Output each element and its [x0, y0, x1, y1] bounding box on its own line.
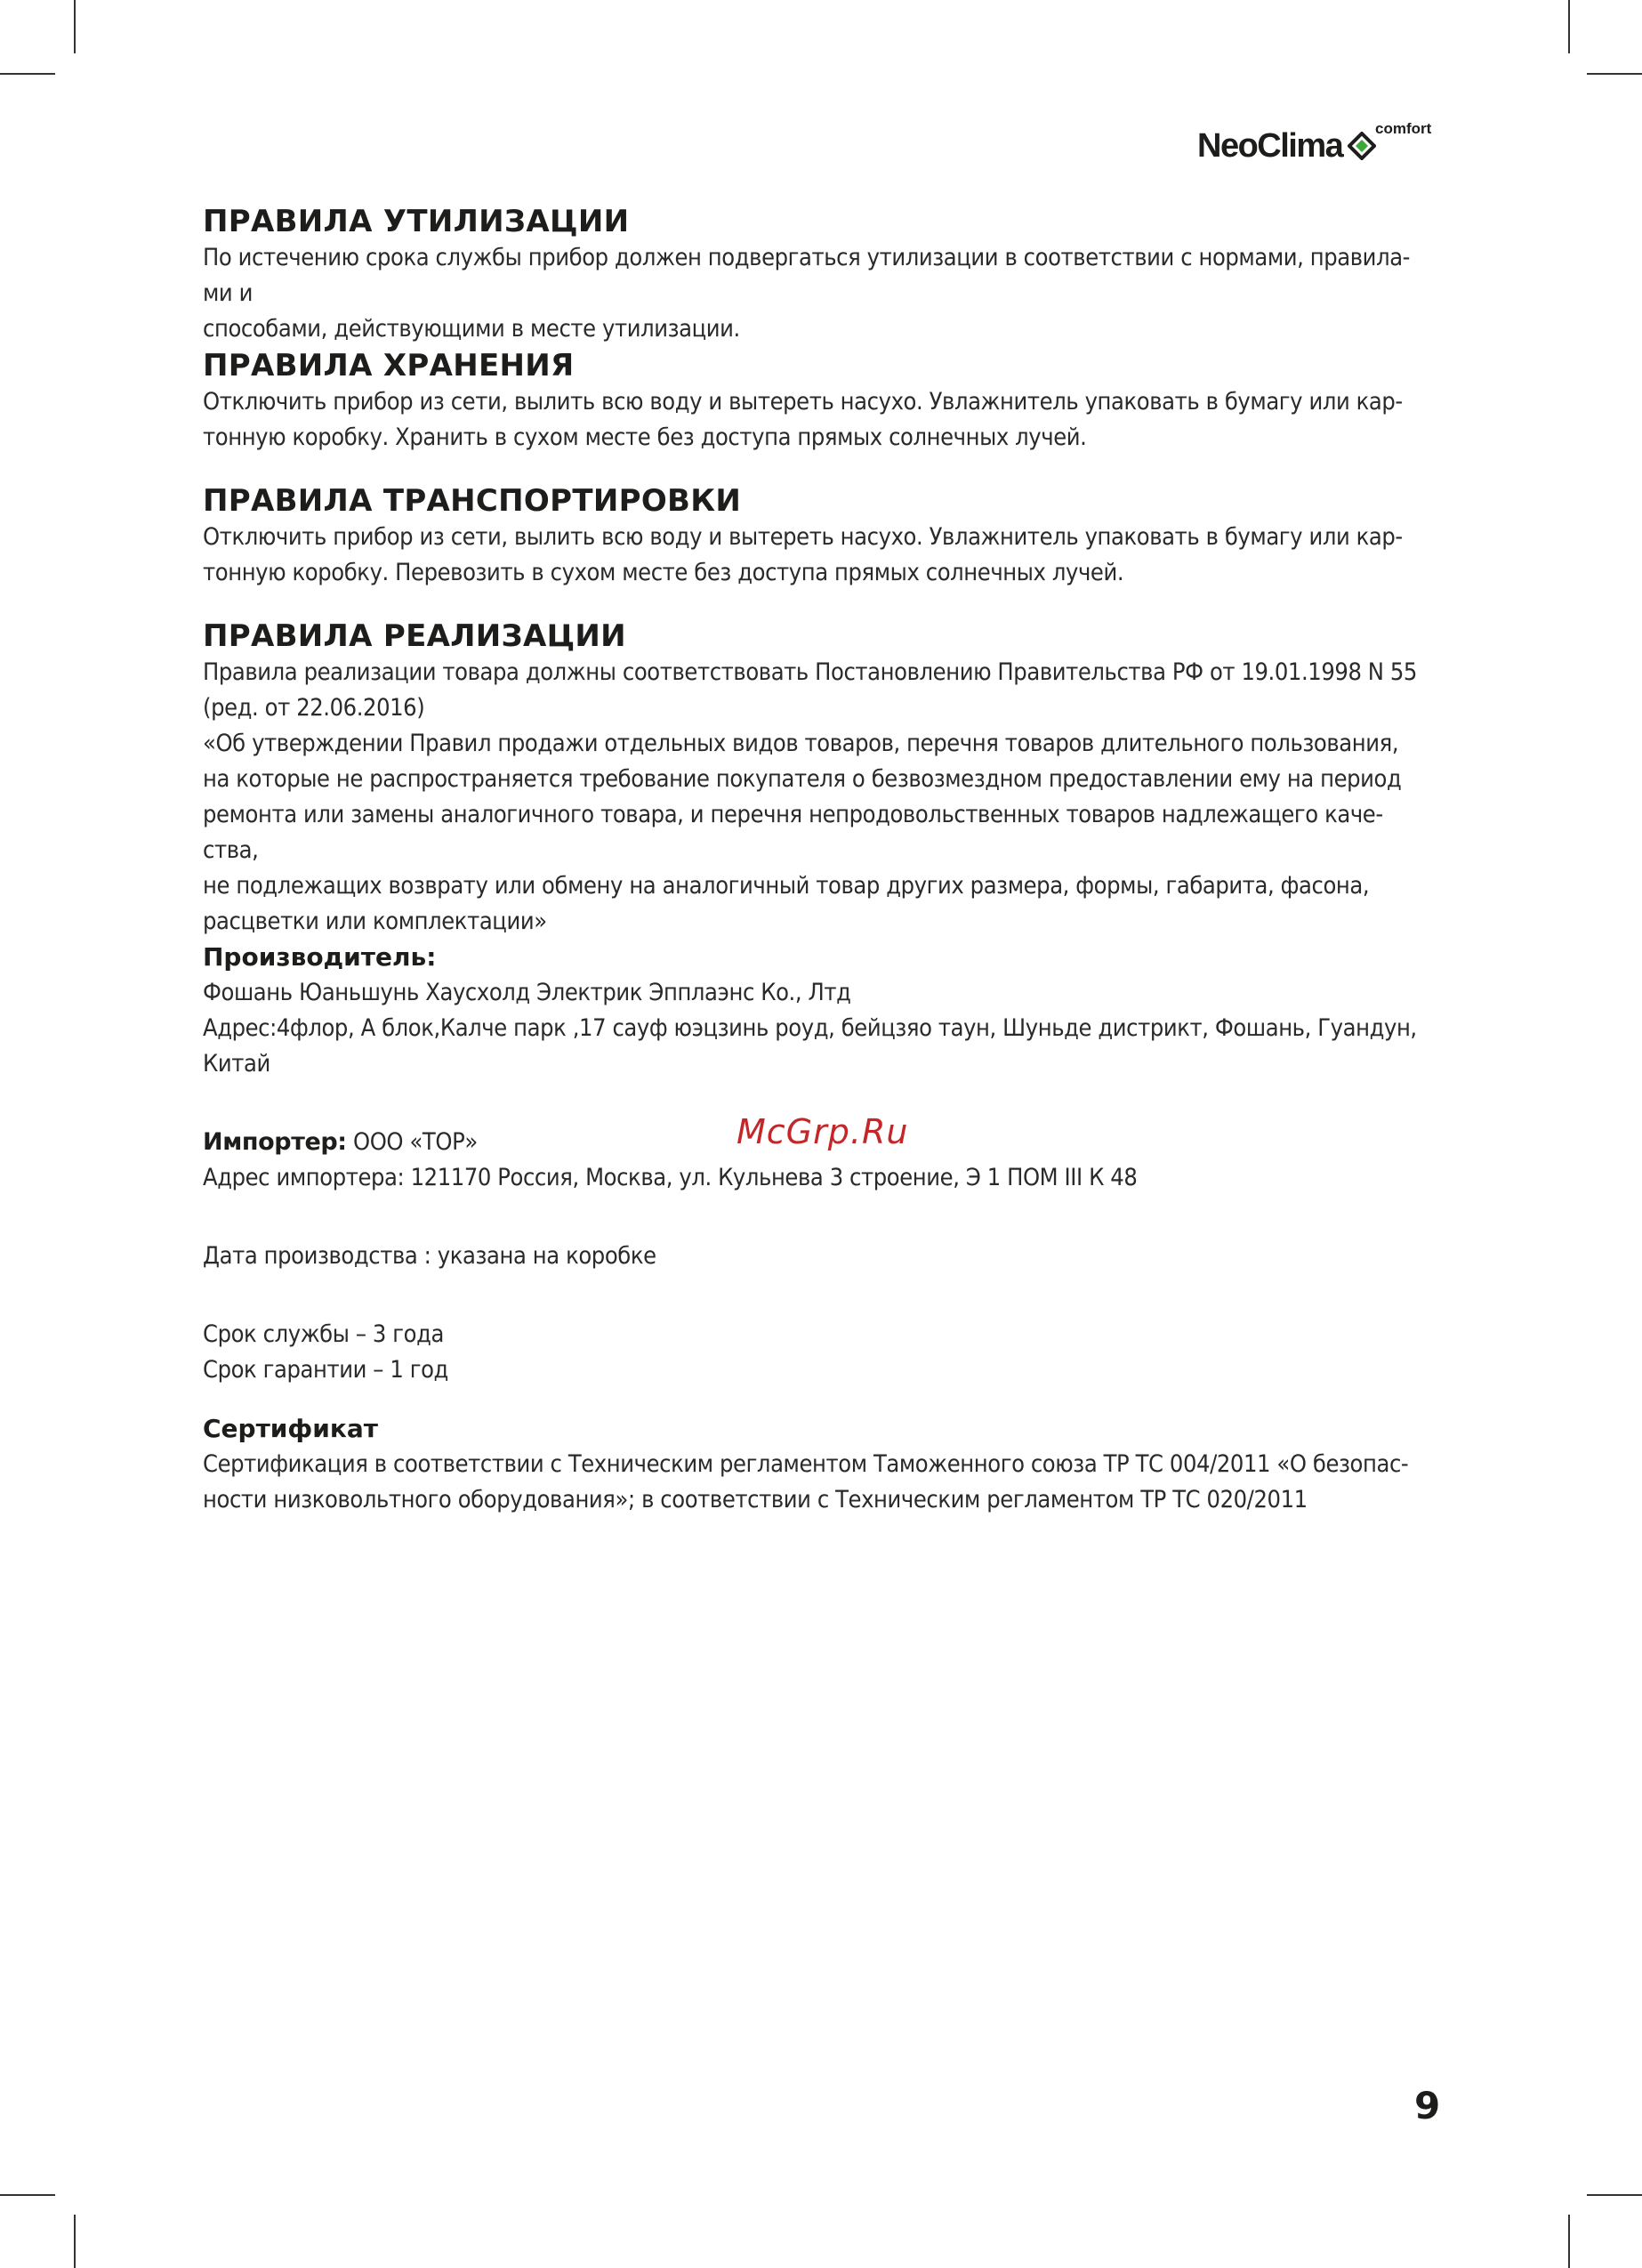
sales-line: на которые не распространяется требование покупателя о безвозмездном предоставлении ему на период — [203, 765, 1402, 793]
neoclima-diamond-icon — [1348, 132, 1376, 160]
transport-line: тонную коробку. Перевозить в сухом месте без доступа прямых солнечных лучей. — [203, 559, 1124, 586]
logo-brand-text: NeoClima — [1197, 127, 1343, 165]
crop-mark-bottom-right-h — [1587, 2194, 1642, 2196]
crop-mark-bottom-left-h — [0, 2194, 55, 2196]
production-date: Дата производства : указана на коробке — [203, 1242, 656, 1270]
logo-sub-text: comfort — [1375, 120, 1432, 137]
sales-line: не подлежащих возврату или обмену на аналогичный товар других размера, формы, габарита, фасона, — [203, 872, 1370, 900]
disposal-line: способами, действующими в месте утилизации. — [203, 315, 740, 343]
storage-line: тонную коробку. Хранить в сухом месте без доступа прямых солнечных лучей. — [203, 424, 1087, 451]
manufacturer-line: Фошань Юаньшунь Хаусхолд Электрик Эпплаэнс Ко., Лтд — [203, 979, 851, 1006]
storage-heading: ПРАВИЛА ХРАНЕНИЯ — [203, 348, 575, 383]
sales-line: (ред. от 22.06.2016) — [203, 694, 425, 722]
manufacturer-heading: Производитель: — [203, 942, 437, 972]
warranty-term: Срок гарантии – 1 год — [203, 1356, 448, 1384]
importer-value: ООО «ТОР» — [346, 1128, 478, 1156]
crop-mark-top-right — [1568, 0, 1570, 53]
storage-line: Отключить прибор из сети, вылить всю воду и вытереть насухо. Увлажнитель упаковать в бумагу или кар- — [203, 388, 1403, 416]
transport-heading: ПРАВИЛА ТРАНСПОРТИРОВКИ — [203, 483, 742, 519]
service-life: Срок службы – 3 года — [203, 1320, 444, 1348]
importer-address: Адрес импортера: 121170 Россия, Москва, ул. Кульнева 3 строение, Э 1 ПОМ III К 48 — [203, 1164, 1138, 1191]
crop-mark-bottom-left — [74, 2215, 76, 2268]
page-number: 9 — [1414, 2084, 1441, 2127]
brand-logo — [1197, 120, 1442, 166]
sales-line: «Об утверждении Правил продажи отдельных видов товаров, перечня товаров длительного пользования, — [203, 730, 1399, 757]
sales-line: расцветки или комплектации» — [203, 908, 547, 935]
crop-mark-bottom-right — [1568, 2215, 1570, 2268]
sales-heading: ПРАВИЛА РЕАЛИЗАЦИИ — [203, 618, 626, 654]
disposal-line: ми и — [203, 279, 253, 307]
sales-line: ства, — [203, 836, 259, 864]
crop-mark-top-left-h — [0, 73, 55, 75]
sales-line: ремонта или замены аналогичного товара, и перечня непродовольственных товаров надлежащего каче- — [203, 801, 1383, 828]
document-body — [203, 203, 1448, 1518]
transport-line: Отключить прибор из сети, вылить всю воду и вытереть насухо. Увлажнитель упаковать в бумагу или кар- — [203, 523, 1403, 551]
disposal-heading: ПРАВИЛА УТИЛИЗАЦИИ — [203, 204, 630, 239]
sales-line: Правила реализации товара должны соответствовать Постановлению Правительства РФ от 19.01.1998 N 55 — [203, 658, 1417, 686]
manufacturer-line: Адрес:4флор, А блок,Калче парк ,17 сауф юэцзинь роуд, бейцзяо таун, Шуньде дистрикт, Фошань, Гуандун, — [203, 1014, 1417, 1042]
disposal-line: По истечению срока службы прибор должен подвергаться утилизации в соответствии с нормами, правила- — [203, 244, 1411, 271]
certificate-line: Сертификация в соответствии с Техническим регламентом Таможенного союза ТР ТС 004/2011 «О безопас- — [203, 1450, 1409, 1478]
crop-mark-top-left — [74, 0, 76, 53]
manufacturer-line: Китай — [203, 1050, 270, 1078]
importer-label: Импортер: — [203, 1128, 347, 1156]
crop-mark-top-right-h — [1587, 73, 1642, 75]
certificate-heading: Сертификат — [203, 1414, 378, 1443]
certificate-line: ности низковольтного оборудования»; в соответствии с Техническим регламентом ТР ТС 020/2011 — [203, 1486, 1308, 1513]
watermark: McGrp.Ru — [736, 1112, 909, 1151]
